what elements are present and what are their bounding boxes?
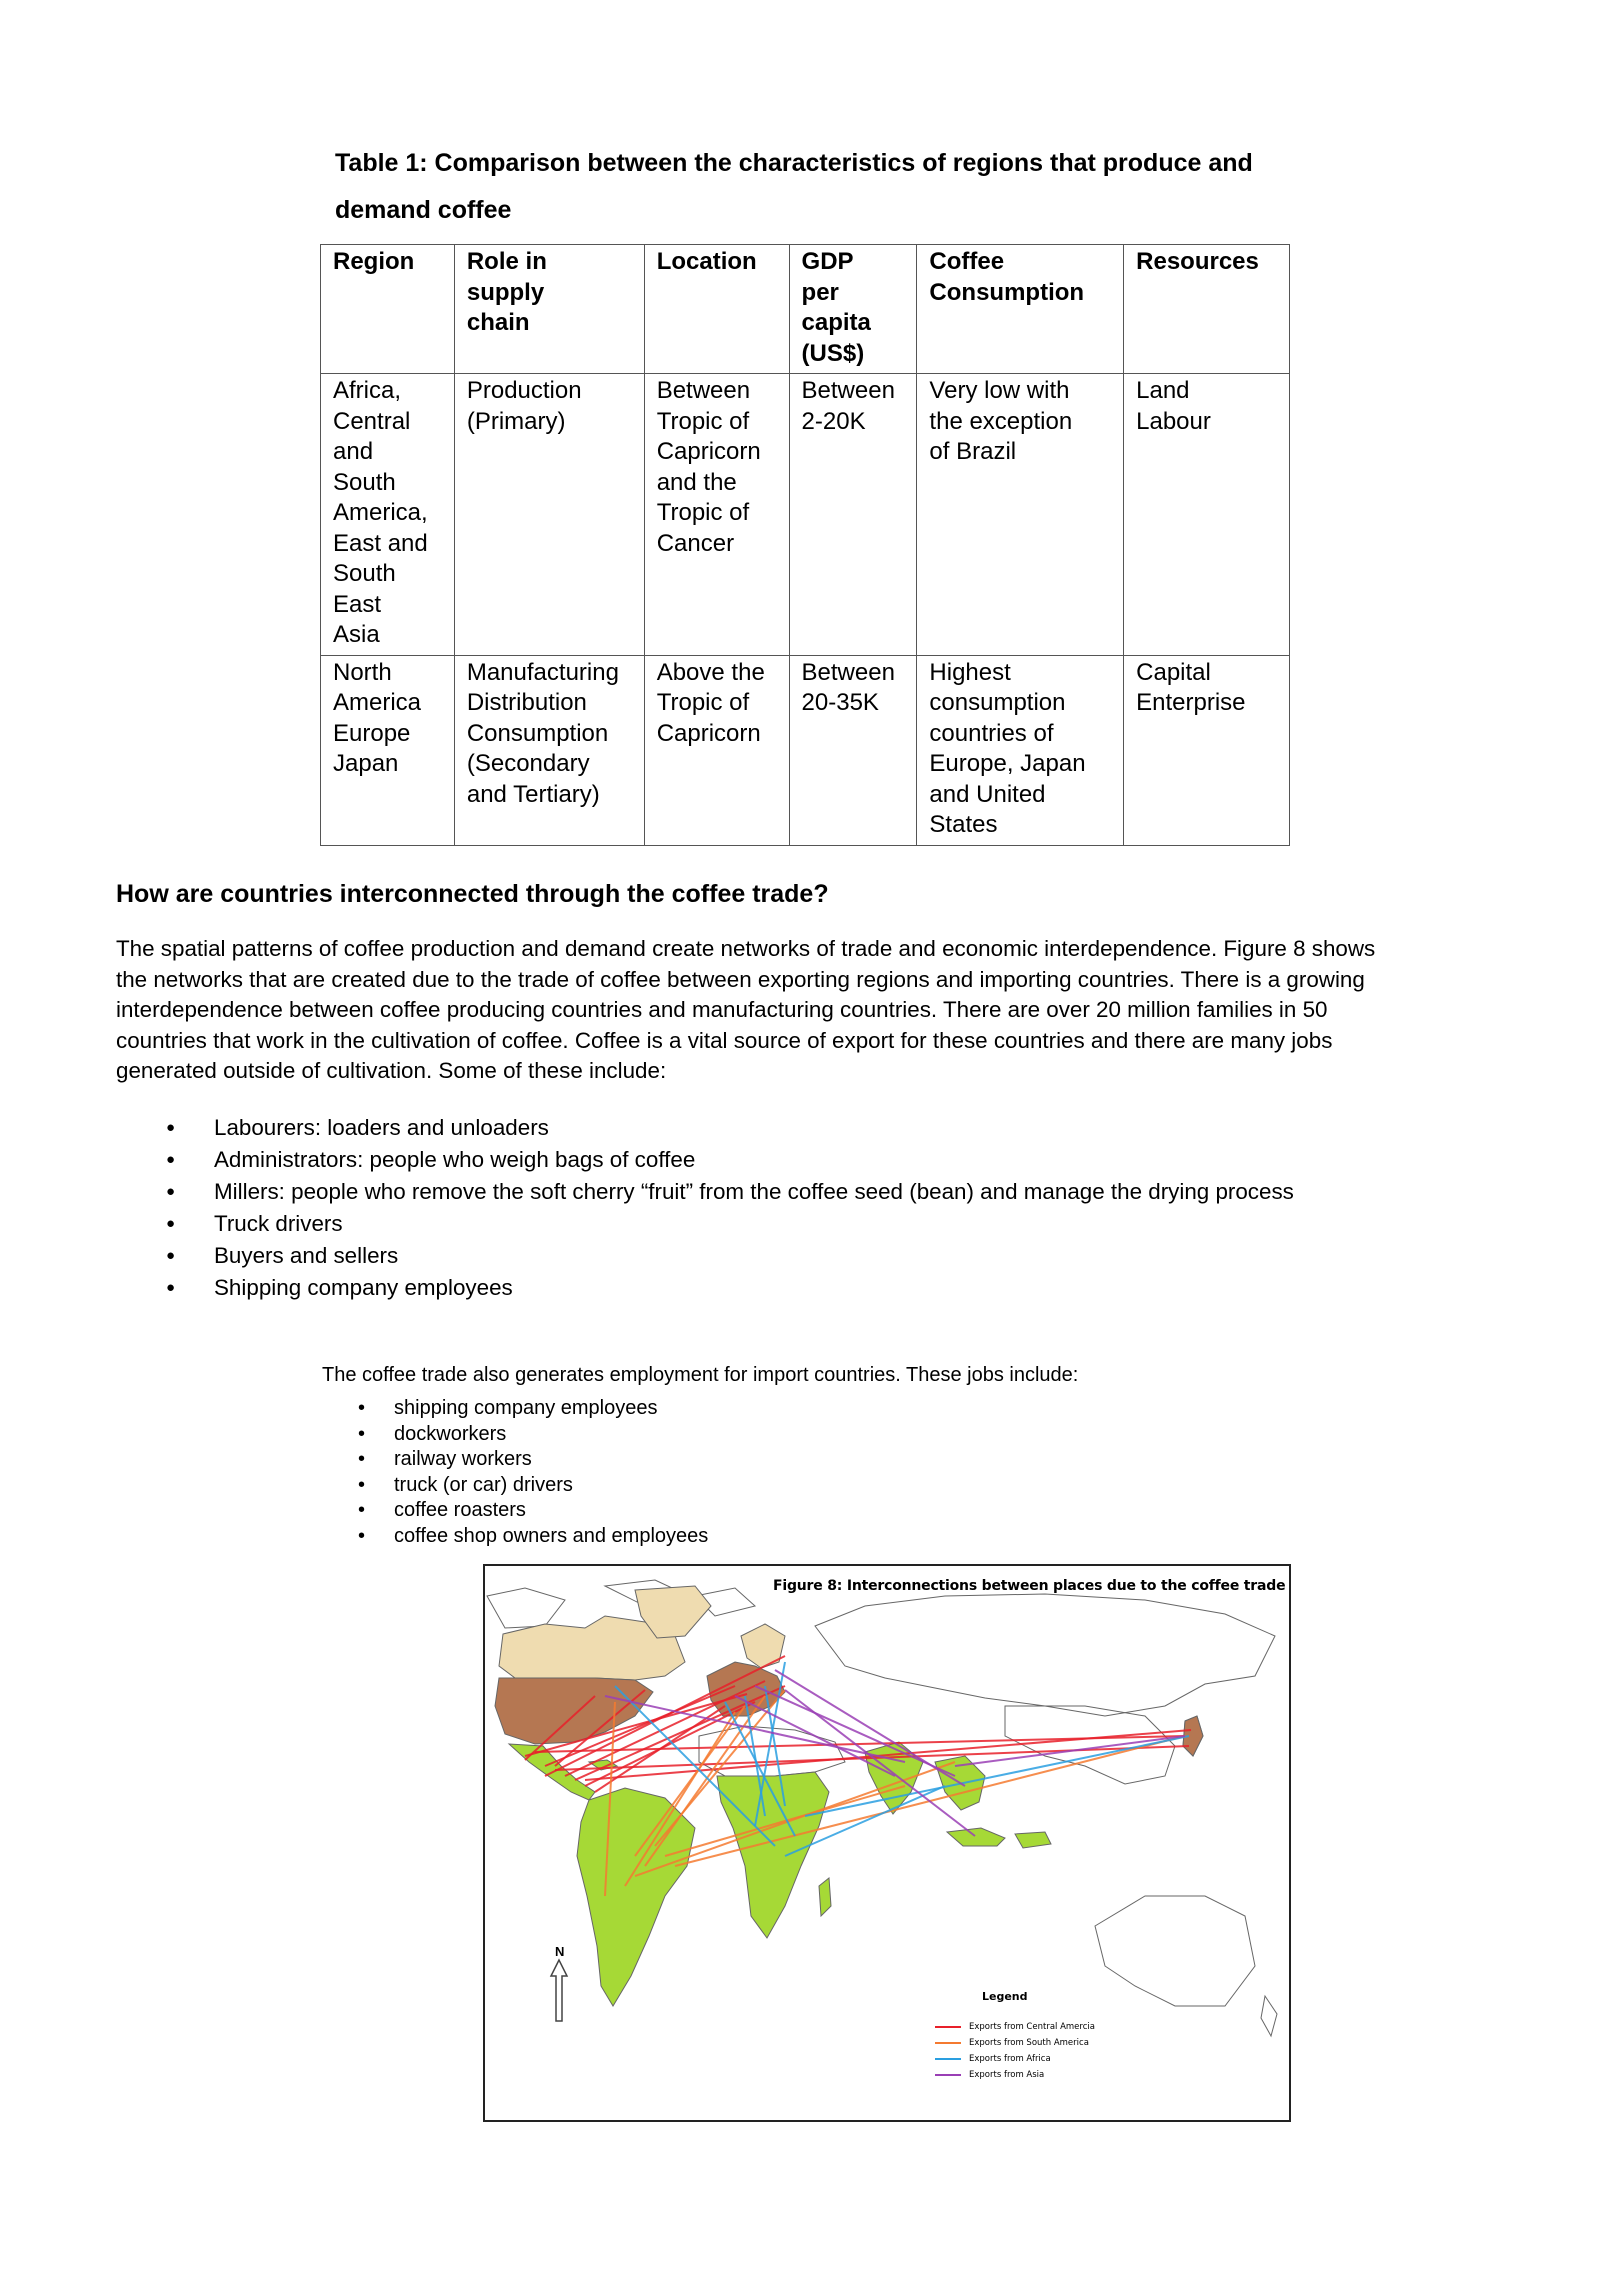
list-item: • truck (or car) drivers [322, 1473, 708, 1499]
text-line: America, [333, 499, 428, 526]
table-cell [644, 374, 789, 656]
text-line: Resources [1136, 248, 1259, 275]
text-line: Tropic of [656, 407, 750, 435]
import-jobs-list [322, 1396, 708, 1549]
table-cell [917, 374, 1124, 656]
text-line: Capricorn [656, 438, 761, 465]
intro-paragraph [116, 934, 1516, 1087]
text-line: countries that work in the cultivation of coffee. Coffee is a vital source of export for these countries and there are many jobs [116, 1027, 1333, 1053]
text-line: Europe [333, 719, 411, 747]
text-line: America [333, 689, 422, 716]
table-cell [454, 374, 644, 656]
cell-text [333, 376, 444, 651]
text-line: Production [466, 377, 582, 404]
cell-text [929, 658, 1113, 841]
text-line: Coffee [929, 248, 1005, 275]
legend-label: Exports from Africa [969, 2054, 1051, 2064]
table-cell [454, 655, 644, 845]
text-line: consumption [929, 689, 1066, 716]
header-resources [1124, 245, 1290, 374]
header-role-text [467, 247, 634, 339]
legend-label: Exports from Asia [969, 2070, 1045, 2080]
text-line: per [801, 278, 839, 306]
text-line: Cancer [656, 529, 735, 557]
text-line: and the [656, 468, 737, 496]
table-header-row [321, 245, 1290, 374]
text-line: East and [333, 529, 428, 557]
text-line: (Secondary [466, 750, 590, 777]
text-line: East [333, 590, 382, 618]
world-map [485, 1566, 1289, 2120]
scandinavia-region [741, 1624, 785, 1668]
list-item: ● Administrators: people who weigh bags of coffee [116, 1144, 1294, 1176]
text-line: (Primary) [466, 407, 566, 435]
cell-text [929, 376, 1113, 468]
table-caption: Table 1: Comparison between the characteristics of regions that produce and demand coffee [335, 149, 1253, 224]
text-line: of Brazil [929, 438, 1017, 465]
text-line: South [333, 560, 396, 587]
text-line: Japan [333, 750, 399, 777]
new-zealand-land [1261, 1996, 1277, 2036]
alaska-land [487, 1588, 565, 1628]
text-line: Tropic of [656, 689, 750, 716]
text-line: Between [656, 377, 751, 404]
list-item: ● Labourers: loaders and unloaders [116, 1112, 1294, 1144]
cell-text [467, 658, 634, 811]
text-line: Consumption [929, 278, 1085, 306]
cell-text [467, 376, 634, 437]
text-line: GDP [801, 248, 854, 275]
africa-region [717, 1772, 829, 1938]
text-line: the exception [929, 407, 1073, 435]
text-line: Highest [929, 658, 1011, 686]
header-region-text [333, 247, 444, 278]
text-line: capita [801, 309, 871, 336]
list-item: ● Truck drivers [116, 1208, 1294, 1240]
text-line: Capricorn [656, 719, 761, 747]
trade-line [805, 1736, 1189, 1816]
legend-swatch [935, 2042, 961, 2044]
text-line: The spatial patterns of coffee production and demand create networks of trade and economic interdependence. Figure 8 shows [116, 936, 1376, 961]
text-line: Capital [1136, 658, 1211, 686]
text-line: Central [333, 407, 411, 435]
table-cell [644, 655, 789, 845]
legend-item-south-america [935, 2038, 1089, 2048]
table-cell [1124, 374, 1290, 656]
text-line: generated outside of cultivation. Some of these include: [116, 1058, 667, 1083]
cell-text [1136, 376, 1279, 437]
header-consumption-text [929, 247, 1113, 308]
list-item: ● Millers: people who remove the soft cherry “fruit” from the coffee seed (bean) and manage the drying process [116, 1176, 1294, 1208]
table-row [321, 374, 1290, 656]
text-line: Tropic of [656, 499, 750, 526]
list-item: • coffee shop owners and employees [322, 1524, 708, 1550]
list-item: ● Shipping company employees [116, 1272, 1294, 1304]
text-line: Between [801, 658, 895, 686]
legend-item-central-america [935, 2022, 1095, 2032]
header-location [644, 245, 789, 374]
text-line: 2-20K [801, 407, 866, 435]
header-resources-text [1136, 247, 1279, 278]
text-line: Between [801, 377, 895, 404]
text-line: Manufacturing [466, 658, 619, 686]
north-arrow-icon [551, 1960, 567, 2021]
text-line: Consumption [466, 719, 609, 747]
australia-land [1095, 1896, 1255, 2006]
legend-swatch [935, 2074, 961, 2076]
table-cell [321, 655, 455, 845]
header-consumption [917, 245, 1124, 374]
text-line: (US$) [801, 339, 865, 367]
text-line: 20-35K [801, 689, 879, 716]
table-cell [321, 374, 455, 656]
section-heading: How are countries interconnected through the coffee trade? [116, 880, 829, 908]
text-line: Distribution [466, 689, 587, 716]
legend-swatch [935, 2026, 961, 2028]
table-cell [789, 655, 917, 845]
header-role [454, 245, 644, 374]
list-item: • shipping company employees [322, 1396, 708, 1422]
text-line: and United [929, 780, 1046, 808]
list-item: • railway workers [322, 1447, 708, 1473]
text-line: Region [333, 248, 415, 275]
header-gdp [789, 245, 917, 374]
text-line: Labour [1136, 407, 1211, 435]
madagascar-region [819, 1878, 831, 1916]
indonesia-region [947, 1828, 1051, 1848]
text-line: countries of [929, 719, 1054, 747]
legend-label: Exports from South America [969, 2038, 1089, 2048]
text-line: Role in [466, 248, 547, 275]
table-cell [1124, 655, 1290, 845]
text-line: Africa, [333, 377, 402, 404]
text-line: and [333, 438, 374, 465]
text-line: chain [466, 309, 530, 336]
text-line: Above the [656, 658, 765, 686]
header-region [321, 245, 455, 374]
table-cell [917, 655, 1124, 845]
text-line: North [333, 658, 392, 686]
legend-item-asia [935, 2070, 1044, 2080]
list-item: • coffee roasters [322, 1498, 708, 1524]
north-label: N [555, 1944, 565, 1959]
jobs-list [116, 1112, 1294, 1304]
import-jobs-intro: The coffee trade also generates employment for import countries. These jobs include: [322, 1364, 1079, 1386]
cell-text [802, 376, 907, 437]
text-line: the networks that are created due to the trade of coffee between exporting regions and importing countries. There is a growing [116, 966, 1365, 992]
table-cell [789, 374, 917, 656]
text-line: Asia [333, 621, 380, 648]
north-asia-land [815, 1594, 1275, 1716]
figure-title: Figure 8: Interconnections between places due to the coffee trade [773, 1578, 1286, 1594]
legend-swatch [935, 2058, 961, 2060]
text-line: Europe, Japan [929, 750, 1086, 777]
comparison-table [320, 244, 1290, 846]
text-line: Very low with [929, 377, 1070, 404]
text-line: and Tertiary) [466, 780, 600, 808]
text-line: interdependence between coffee producing countries and manufacturing countries. There are over 20 million families in 50 [116, 997, 1328, 1022]
cell-text [333, 658, 444, 780]
cell-text [1136, 658, 1279, 719]
legend-title: Legend [982, 1990, 1028, 2003]
text-line: Land [1136, 377, 1190, 404]
header-location-text [657, 247, 779, 278]
text-line: supply [466, 278, 545, 306]
list-item: • dockworkers [322, 1422, 708, 1448]
cell-text [802, 658, 907, 719]
text-line: South [333, 468, 396, 496]
text-line: States [929, 811, 998, 838]
text-line: Location [656, 248, 757, 275]
legend-label: Exports from Central Amercia [969, 2022, 1095, 2032]
coffee-trade-map [483, 1564, 1291, 2122]
cell-text [657, 376, 779, 559]
legend-item-africa [935, 2054, 1051, 2064]
table-row [321, 655, 1290, 845]
header-gdp-text [802, 247, 907, 369]
cell-text [657, 658, 779, 750]
text-line: Enterprise [1136, 689, 1246, 716]
list-item: ● Buyers and sellers [116, 1240, 1294, 1272]
